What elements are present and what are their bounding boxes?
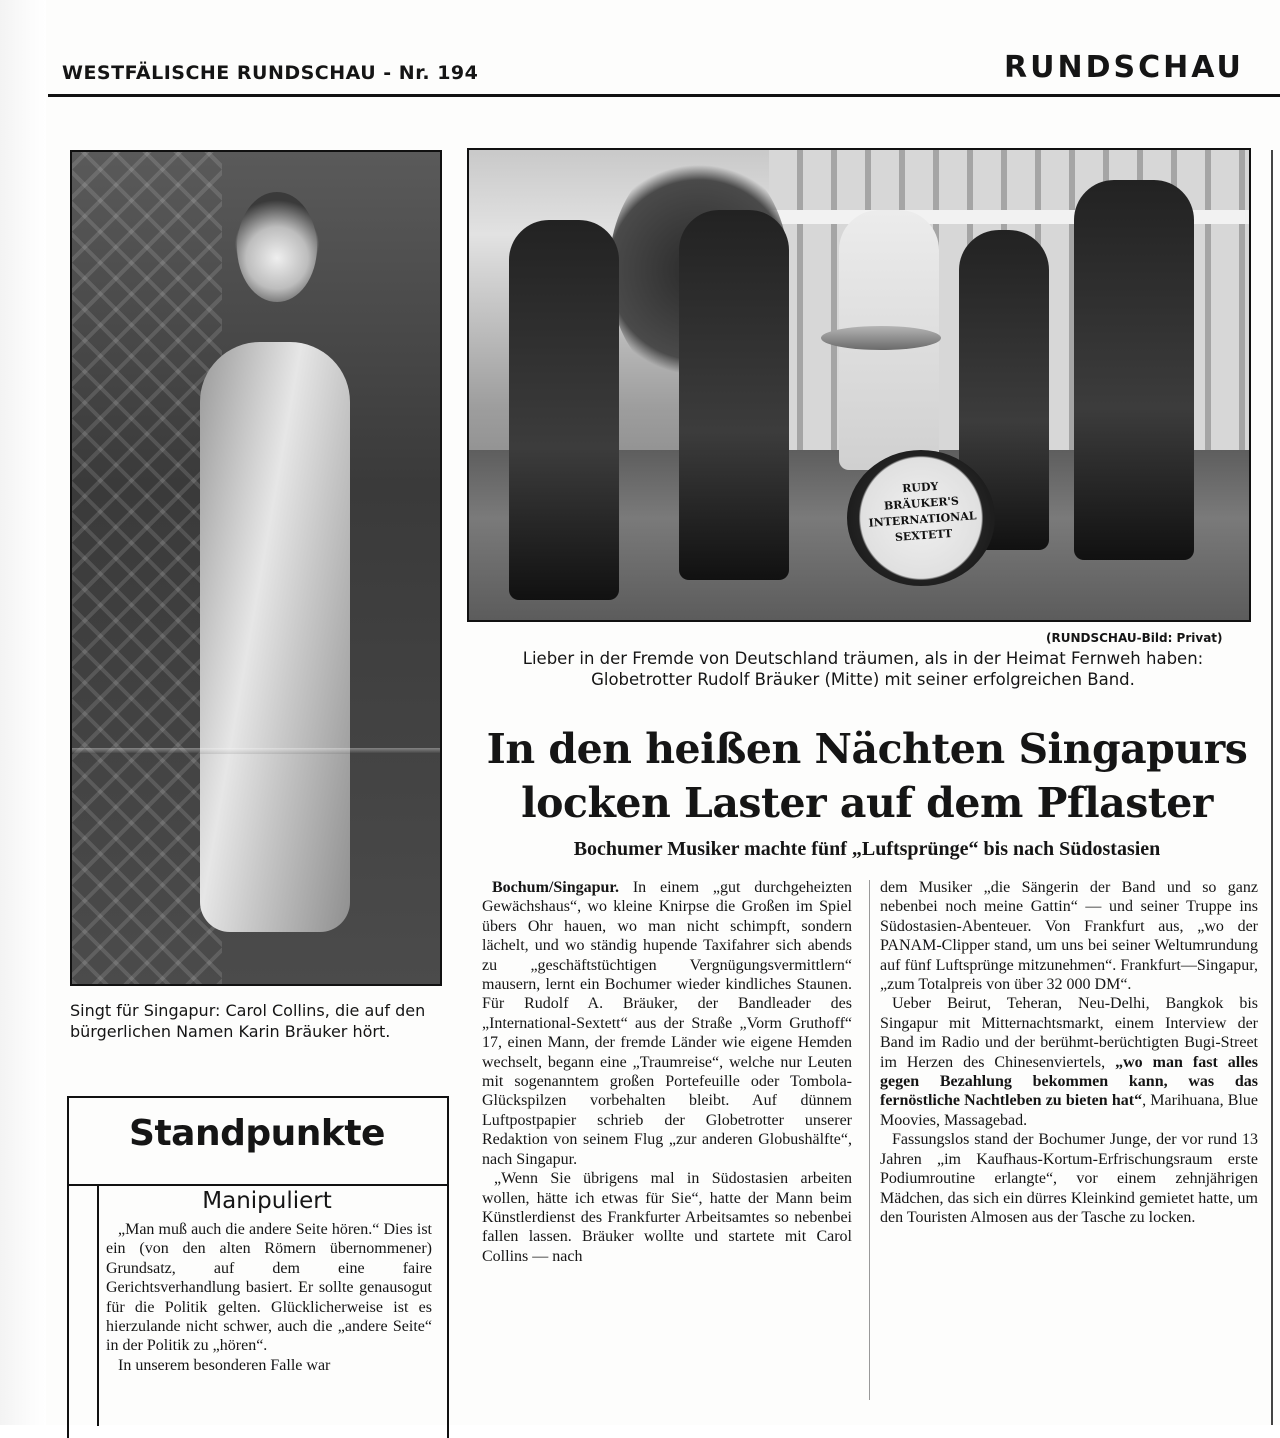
dateline: Bochum/Singapur. [492,879,620,896]
header-rule [48,94,1280,97]
article-paragraph [880,994,1258,1130]
article-headline [467,722,1267,830]
headline-line-2: locken Laster auf dem Pflaster [521,779,1213,827]
article-column-2 [880,878,1258,1227]
right-column-rule [1271,150,1273,1425]
paper-fold [72,748,440,754]
standpunkte-paragraph: „Man muß auch die andere Seite hören.“ Dies ist ein (von den alten Römern übernommener) Grundsatz, auf dem eine faire Gerichtsverhandlung basiert. Er sollte genausogut für die Politik gelten. Glücklicherweise ist es hierzulande nicht schwer, auch die „andere Seite“ in der Politik zu „hören“. [106,1221,432,1355]
singer-head [237,192,317,302]
standpunkte-paragraph: In unserem besonderen Falle war [118,1356,331,1374]
singer-photo-caption: Singt für Singapur: Carol Collins, die auf den bürgerlichen Namen Karin Bräuker hört. [70,1001,426,1041]
standpunkte-title: Standpunkte [129,1113,385,1154]
paragraph-text: Ueber Beirut, Teheran, Neu-Delhi, Bangkok bis Singapur mit Mitternachtsmarkt, einem Interview der Band im Radio und der berühmt-berüchtigten Bugi-Street im Herzen des Chinesenviertels, [880,995,1258,1071]
masthead-section: RUNDSCHAU [1004,50,1244,85]
article-subhead: Bochumer Musiker machte fünf „Luftsprünge“ bis nach Südostasien [573,838,1161,860]
headline-line-1: In den heißen Nächten Singapurs [486,725,1248,773]
article-paragraph: dem Musiker „die Sängerin der Band und so ganz nebenbei noch meine Gattin“ — und seiner Truppe ins Südostasien-Abenteuer. Von Frankfurt aus, „wo der PANAM-Clipper stand, um uns bei seiner Weltumrundung auf fünf Luftsprünge mitzunehmen“. Frankfurt—Singapur, „zum Totalpreis von über 32 000 DM“. [880,879,1258,994]
paper-edge [0,0,46,1425]
article-column-1 [482,878,852,1266]
standpunkte-subtitle: Manipuliert [202,1188,332,1214]
article-paragraph: „Wenn Sie übrigens mal in Südostasien arbeiten wollen, hätte ich etwas für Sie“, hatte der Mann beim Künstlerdienst des Frankfurter Arbeitsamtes so nebenbei fallen lassen. Bräuker wollte und startete mit Carol Collins — nach [482,1170,852,1265]
drum-lettering: RUDY BRÄUKER'S INTERNATIONAL SEXTETT [868,479,977,544]
musician-bassist [1074,180,1194,560]
band-photo [467,148,1251,622]
standpunkte-text [106,1220,432,1375]
column-separator [869,880,870,1400]
masthead-issue: WESTFÄLISCHE RUNDSCHAU - Nr. 194 [62,62,479,84]
band-photo-caption: Lieber in der Fremde von Deutschland träumen, als in der Heimat Fernweh haben: Globetrotter Rudolf Bräuker (Mitte) mit seiner erfolgreichen Band. [522,649,1204,689]
singer-photo [70,150,442,986]
paragraph-text: , Marihuana, Blue Moovies, Massagebad. [880,1092,1258,1129]
photo-credit: (RUNDSCHAU-Bild: Privat) [1046,631,1223,645]
singer-dress [200,342,350,932]
paragraph-text: In einem „gut durchgeheizten Gewächshaus“, wo kleine Knirpse die Großen im Spiel übers Ohr hauen, wo man nicht schimpft, sondern lächelt, und wo ständig hupende Taxifahrer sich abends zu „geschäftstüchtigen Vergnügungsvermittlern“ mausern, lernt ein Bochumer wieder kindliches Staunen. Für Rudolf A. Bräuker, der Bandleader des „International-Sextett“ aus der Straße „Vorm Gruthoff“ 17, einen Mann, der fremde Länder wie eigene Hemden wechselt, begann eine „Traumreise“, welche nur Leuten mit sogenanntem großen Portefeuille oder Tombola-Glückspilzen vorbehalten bleibt. Auf dünnem Luftpostpapier schrieb der Globetrotter unserer Redaktion von seinem Flug „zur anderen Globushälfte“, nach Singapur. [482,879,852,1168]
cymbal [821,326,941,350]
musician-guitarist [509,220,619,600]
article-paragraph [482,878,852,1169]
quote-bold: „wo man fast alles gegen Bezahlung bekommen kann, was das fernöstliche Nachtleben zu bieten hat“ [880,1053,1259,1110]
article-paragraph: Fassungslos stand der Bochumer Junge, der vor rund 13 Jahren „im Kaufhaus-Kortum-Erfrischungsraum erste Podiumroutine erlangte“, vor einem zehnjährigen Mädchen, das sich ein dürres Kleinkind gemietet hatte, um den Touristen Almosen aus der Tasche zu locken. [880,1131,1258,1226]
musician-saxophonist [679,210,789,580]
